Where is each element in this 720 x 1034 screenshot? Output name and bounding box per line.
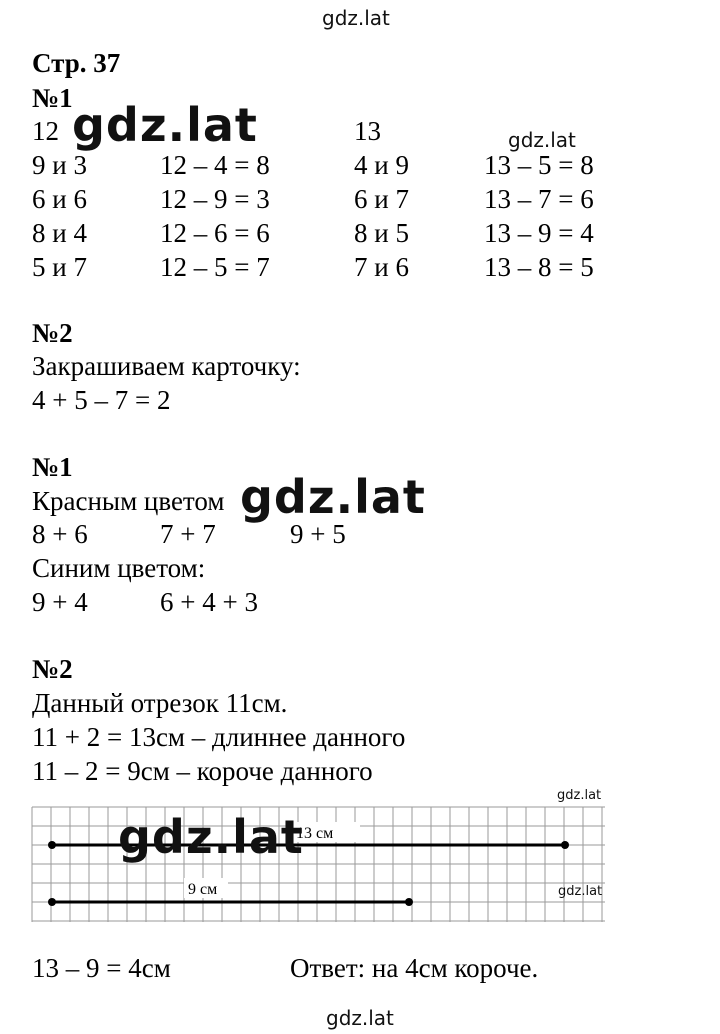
blue-label: Синим цветом: — [32, 553, 206, 583]
row1-pair13: 4 и 9 — [354, 150, 409, 180]
row3-eq13: 13 – 9 = 4 — [484, 218, 594, 248]
row2-pair12: 6 и 6 — [32, 184, 87, 214]
shorter-segment-text: 11 – 2 = 9см – короче данного — [32, 756, 373, 786]
row2-eq12: 12 – 9 = 3 — [160, 184, 270, 214]
watermark-big-3: gdz.lat — [118, 810, 304, 864]
segment-9cm-end-point — [405, 898, 413, 906]
row3-pair13: 8 и 5 — [354, 218, 409, 248]
watermark-bottom: gdz.lat — [326, 1006, 394, 1030]
row2-pair13: 6 и 7 — [354, 184, 409, 214]
exercise2-equation: 4 + 5 – 7 = 2 — [32, 385, 171, 415]
exercise1b-heading: №1 — [32, 452, 73, 482]
watermark-grid-top: gdz.lat — [557, 788, 602, 803]
watermark-big-2: gdz.lat — [240, 470, 426, 524]
row1-eq13: 13 – 5 = 8 — [484, 150, 594, 180]
segment-13cm-label: 13 см — [296, 825, 334, 842]
exercise2-text: Закрашиваем карточку: — [32, 351, 301, 381]
red-label: Красным цветом — [32, 486, 225, 516]
row3-eq12: 12 – 6 = 6 — [160, 218, 270, 248]
exercise2b-heading: №2 — [32, 654, 73, 684]
watermark-grid-right: gdz.lat — [558, 884, 603, 899]
watermark-small-1: gdz.lat — [508, 128, 576, 152]
longer-segment-text: 11 + 2 = 13см – длиннее данного — [32, 722, 406, 752]
red-item-1: 8 + 6 — [32, 519, 88, 549]
red-item-2: 7 + 7 — [160, 519, 216, 549]
red-item-3: 9 + 5 — [290, 519, 346, 549]
answer-text: Ответ: на 4см короче. — [290, 953, 539, 983]
exercise2-heading: №2 — [32, 318, 73, 348]
row4-eq13: 13 – 8 = 5 — [484, 252, 594, 282]
exercise1-heading: №1 — [32, 83, 73, 113]
row4-pair12: 5 и 7 — [32, 252, 87, 282]
watermark-top: gdz.lat — [322, 6, 390, 30]
row4-pair13: 7 и 6 — [354, 252, 409, 282]
segment-9cm-start-point — [48, 898, 56, 906]
row1-pair12: 9 и 3 — [32, 150, 87, 180]
col-head-13: 13 — [354, 116, 381, 146]
segment-13cm-end-point — [561, 841, 569, 849]
blue-item-1: 9 + 4 — [32, 587, 88, 617]
difference-calc: 13 – 9 = 4см — [32, 953, 171, 983]
given-segment-text: Данный отрезок 11см. — [32, 688, 288, 718]
row2-eq13: 13 – 7 = 6 — [484, 184, 594, 214]
segment-9cm-label: 9 см — [188, 881, 218, 898]
watermark-big-1: gdz.lat — [72, 98, 258, 152]
row1-eq12: 12 – 4 = 8 — [160, 150, 270, 180]
blue-item-2: 6 + 4 + 3 — [160, 587, 258, 617]
row4-eq12: 12 – 5 = 7 — [160, 252, 270, 282]
col-head-12: 12 — [32, 116, 59, 146]
page-number-heading: Стр. 37 — [32, 48, 121, 78]
segment-13cm-start-point — [48, 841, 56, 849]
row3-pair12: 8 и 4 — [32, 218, 87, 248]
